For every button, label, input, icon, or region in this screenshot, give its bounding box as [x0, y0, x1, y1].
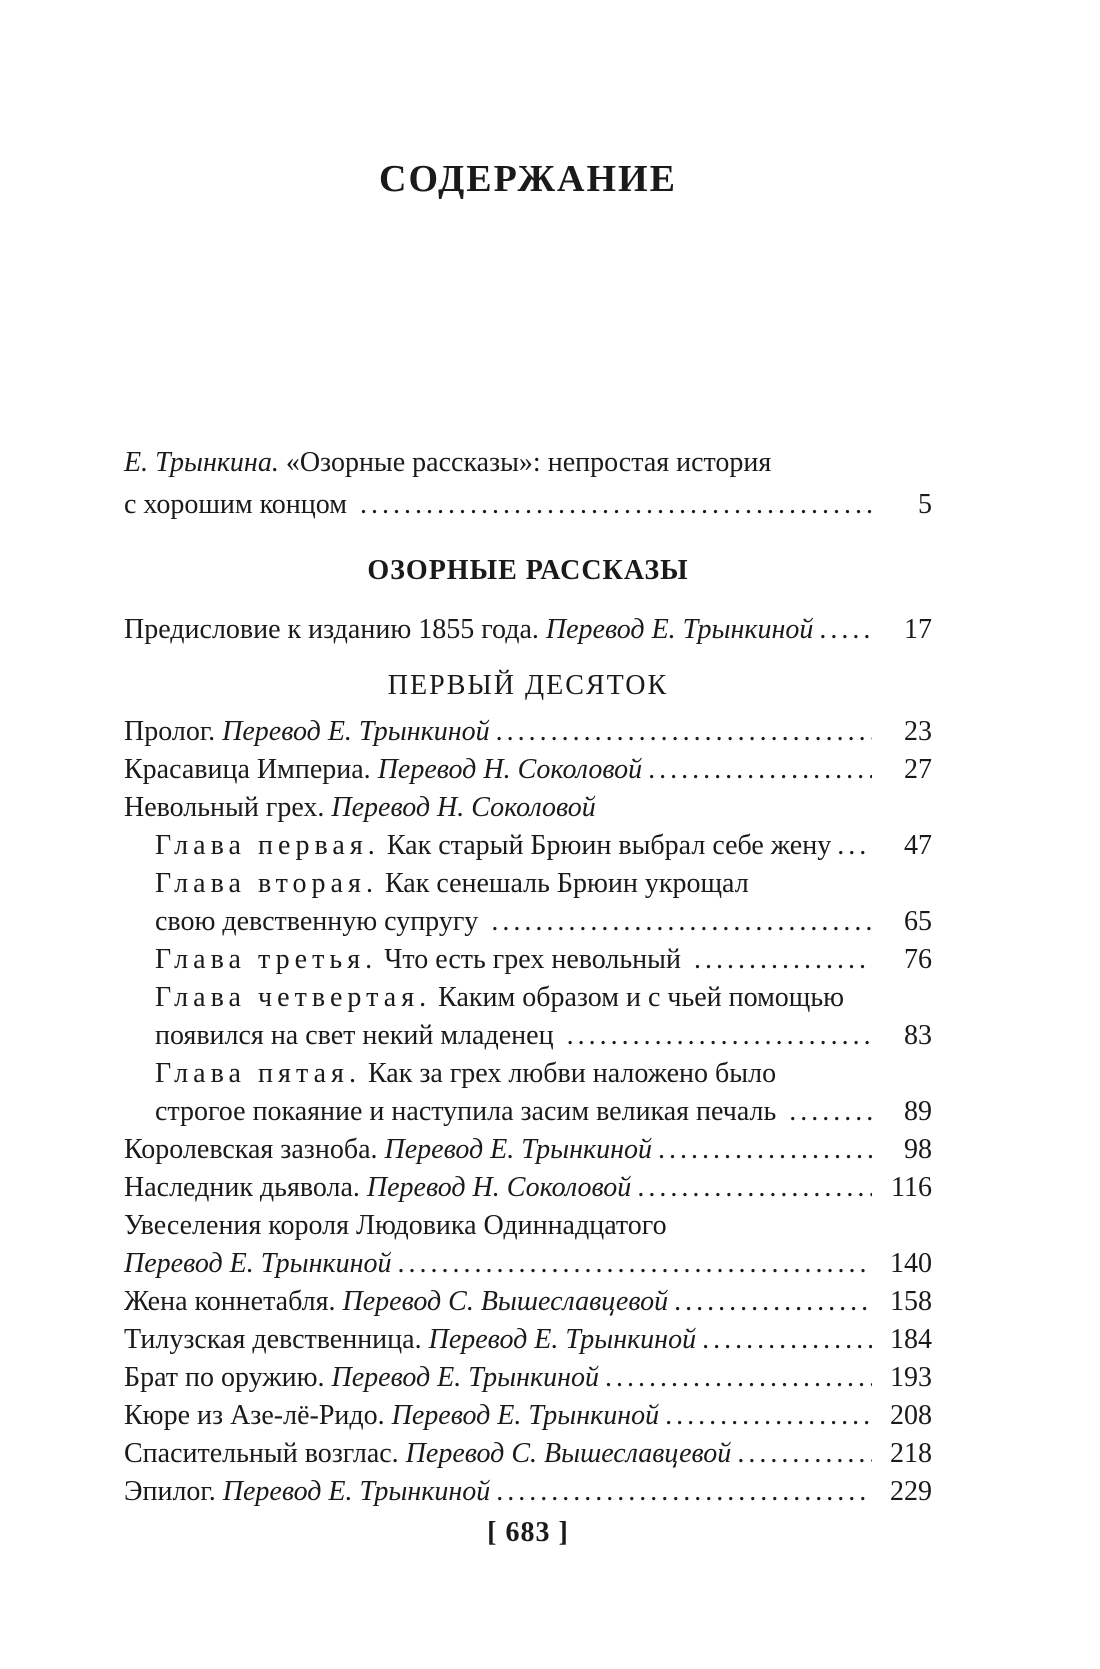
toc-entry-text: Кюре из Азе-лё-Ридо. Перевод Е. Трынкиной: [124, 1399, 660, 1431]
toc-entry-text: Тилузская девственница. Перевод Е. Трынкиной: [124, 1323, 697, 1355]
toc-entry-text: Эпилог. Перевод Е. Трынкиной: [124, 1475, 491, 1507]
dot-leader: [665, 1397, 872, 1435]
toc-entry: [124, 1397, 932, 1435]
dot-leader: [360, 484, 872, 526]
dot-leader: [397, 1245, 872, 1283]
toc-entry-text: Глава вторая. Как сенешаль Брюин укрощал: [155, 867, 749, 899]
dot-leader: [496, 1473, 872, 1511]
table-of-contents: [124, 442, 932, 1511]
page-title: СОДЕРЖАНИЕ: [379, 158, 677, 200]
toc-entry-text: Пролог. Перевод Е. Трынкиной: [124, 715, 490, 747]
toc-page-number: 23: [904, 715, 932, 747]
toc-entry: [124, 1169, 932, 1207]
dot-leader: [648, 751, 872, 789]
toc-page-number: 208: [890, 1399, 932, 1431]
toc-page-number: 218: [890, 1437, 932, 1469]
toc-page-number: 140: [890, 1247, 932, 1279]
toc-entry-text: Глава пятая. Как за грех любви наложено было: [155, 1057, 777, 1089]
toc-page-number: 98: [904, 1133, 932, 1165]
toc-page-number: 65: [904, 905, 932, 937]
toc-group: [124, 442, 932, 526]
toc-entry-text: Брат по оружию. Перевод Е. Трынкиной: [124, 1361, 599, 1393]
toc-page-number: 184: [890, 1323, 932, 1355]
dot-leader: [637, 1169, 872, 1207]
toc-entry-text: Увеселения короля Людовика Одиннадцатого: [124, 1209, 667, 1241]
toc-page-number: 193: [890, 1361, 932, 1393]
toc-entry-text: с хорошим концом: [124, 488, 354, 520]
toc-group: [124, 609, 932, 651]
folio-page-number: [ 683 ]: [487, 1516, 569, 1548]
toc-page-number: 76: [904, 943, 932, 975]
dot-leader: [737, 1435, 872, 1473]
toc-entry: [124, 1359, 932, 1397]
dot-leader: [567, 1017, 872, 1055]
toc-entry-text: Невольный грех. Перевод Н. Соколовой: [124, 791, 596, 823]
toc-entry-text: Глава первая. Как старый Брюин выбрал себе жену: [155, 829, 832, 861]
dot-leader: [491, 903, 872, 941]
toc-group: [124, 713, 932, 1511]
toc-page-number: 229: [890, 1475, 932, 1507]
toc-entry-text: строгое покаяние и наступила засим великая печаль: [155, 1095, 784, 1127]
toc-entry-text: Красавица Империа. Перевод Н. Соколовой: [124, 753, 643, 785]
toc-page-number: 116: [891, 1171, 932, 1203]
toc-entry: [124, 442, 932, 484]
toc-entry-text: Глава четвертая. Каким образом и с чьей помощью: [155, 981, 845, 1013]
toc-entry-text: Е. Трынкина. «Озорные рассказы»: непростая история: [124, 446, 772, 478]
dot-leader: [819, 609, 872, 651]
dot-leader: [837, 827, 872, 865]
toc-entry: [124, 903, 932, 941]
toc-page-number: 27: [904, 753, 932, 785]
toc-entry: [124, 865, 932, 903]
toc-entry: [124, 1283, 932, 1321]
dot-leader: [496, 713, 872, 751]
toc-entry-text: Жена коннетабля. Перевод С. Вышеславцевой: [124, 1285, 669, 1317]
toc-entry: [124, 789, 932, 827]
toc-entry: [124, 1321, 932, 1359]
toc-entry: [124, 1207, 932, 1245]
toc-page-number: 47: [904, 829, 932, 861]
toc-entry-text: появился на свет некий младенец: [155, 1019, 561, 1051]
section-heading: ОЗОРНЫЕ РАССКАЗЫ: [367, 554, 689, 586]
toc-entry: [124, 484, 932, 526]
toc-entry: [124, 1055, 932, 1093]
toc-entry-text: свою девственную супругу: [155, 905, 486, 937]
toc-entry: [124, 941, 932, 979]
toc-entry: [124, 1473, 932, 1511]
toc-entry: [124, 1245, 932, 1283]
dot-leader: [605, 1359, 872, 1397]
toc-entry-text: Спасительный возглас. Перевод С. Вышеславцевой: [124, 1437, 732, 1469]
section-heading: ПЕРВЫЙ ДЕСЯТОК: [387, 670, 669, 702]
dot-leader: [694, 941, 872, 979]
toc-entry-text: Предисловие к изданию 1855 года. Перевод Е. Трынкиной: [124, 614, 814, 646]
toc-entry-text: Глава третья. Что есть грех невольный: [155, 943, 688, 975]
dot-leader: [658, 1131, 872, 1169]
toc-entry-text: Королевская зазноба. Перевод Е. Трынкиной: [124, 1133, 652, 1165]
toc-page-number: 158: [890, 1285, 932, 1317]
toc-entry: [124, 1131, 932, 1169]
toc-page-number: 89: [904, 1095, 932, 1127]
toc-entry: [124, 1093, 932, 1131]
dot-leader: [702, 1321, 872, 1359]
toc-entry: [124, 1435, 932, 1473]
toc-entry-text: Наследник дьявола. Перевод Н. Соколовой: [124, 1171, 632, 1203]
toc-entry: [124, 713, 932, 751]
toc-entry: [124, 979, 932, 1017]
toc-entry: [124, 1017, 932, 1055]
toc-page-number: 17: [904, 614, 932, 646]
toc-page-number: 5: [918, 488, 932, 520]
dot-leader: [789, 1093, 872, 1131]
toc-entry: [124, 751, 932, 789]
toc-page-number: 83: [904, 1019, 932, 1051]
toc-entry: [124, 609, 932, 651]
toc-entry-text: Перевод Е. Трынкиной: [124, 1247, 392, 1279]
dot-leader: [674, 1283, 872, 1321]
toc-entry: [124, 827, 932, 865]
